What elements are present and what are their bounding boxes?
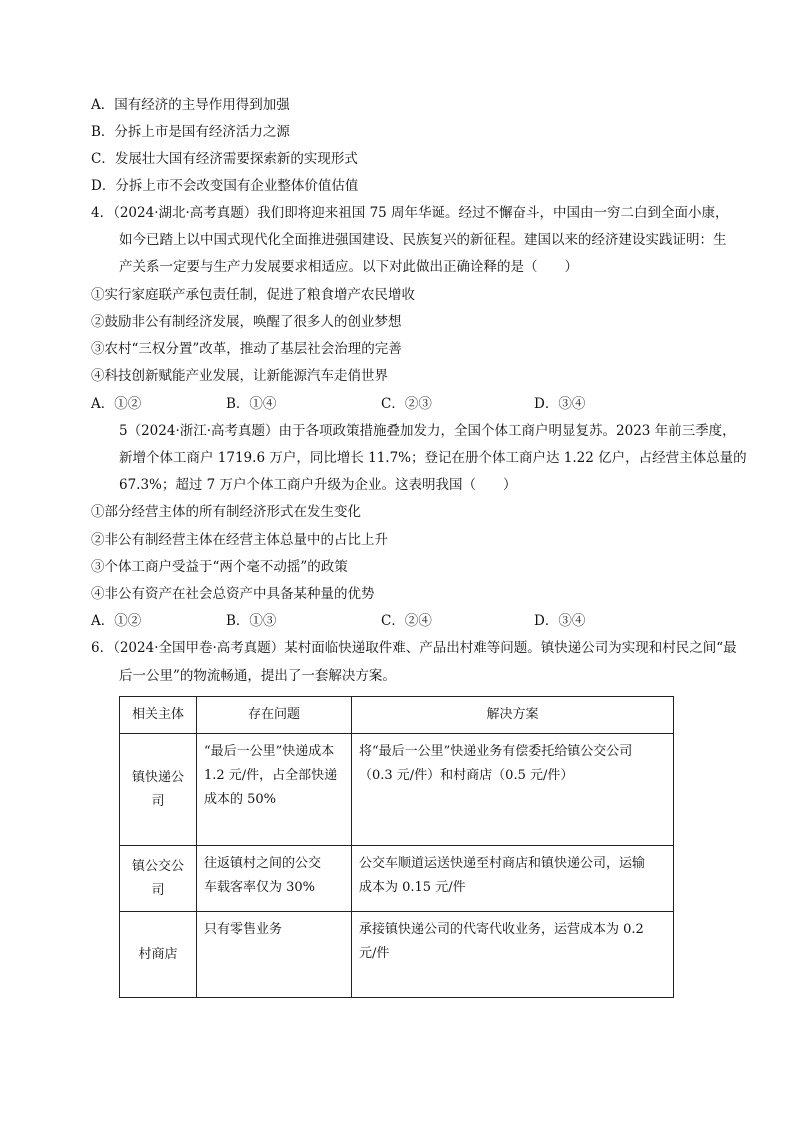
q5-statement-2: ②非公有制经营主体在经营主体总量中的占比上升: [91, 532, 388, 548]
q4-stem-line-2: 如今已踏上以中国式现代化全面推进强国建设、民族复兴的新征程。建国以来的经济建设实践证明：生: [119, 232, 727, 248]
table-cell-problem: [197, 846, 352, 912]
cell-line: 车载客率仅为 30%: [204, 880, 316, 895]
cell-line: 只有零售业务: [204, 922, 283, 937]
q5-stem-line-1: 5（2024·浙江·高考真题）由于各项政策措施叠加发力，全国个体工商户明显复苏。2023 年前三季度，: [119, 423, 736, 439]
q5-stem-line-3: 67.3%；超过 7 万户个体工商户升级为企业。这表明我国（ ）: [119, 477, 517, 493]
table-header-problem: 存在问题: [197, 697, 352, 734]
q4-stem-line-1: 4．（2024·湖北·高考真题）我们即将迎来祖国 75 周年华诞。经过不懈奋斗，中国由一穷二白到全面小康，: [91, 205, 729, 221]
q5-choice-c: C．②④: [381, 613, 432, 629]
q4-stem-line-3: 产关系一定要与生产力发展要求相适应。以下对此做出正确诠释的是（ ）: [119, 259, 578, 275]
table-cell-problem: [197, 912, 352, 998]
q4-statement-2: ②鼓励非公有制经济发展，唤醒了很多人的创业梦想: [91, 314, 402, 330]
q6-stem-line-1: 6．（2024·全国甲卷·高考真题）某村面临快递取件难、产品出村难等问题。镇快递公司为实现和村民之间“最: [91, 640, 737, 656]
table-row: [120, 912, 674, 998]
solution-table: [119, 696, 674, 998]
table-cell-subject: [120, 846, 197, 912]
table-row: [120, 734, 674, 846]
q5-choices: [91, 611, 731, 631]
cell-line: 承接镇快递公司的代寄代收业务，运营成本为 0.2: [359, 922, 644, 937]
q3-option-b: B．分拆上市是国有经济活力之源: [91, 124, 290, 140]
q4-choice-d: D．③④: [534, 396, 586, 412]
cell-line: 村商店: [138, 946, 178, 962]
cell-line: 司: [151, 793, 165, 809]
table-cell-problem: [197, 734, 352, 846]
q3-option-c: C．发展壮大国有经济需要探索新的实现形式: [91, 151, 358, 167]
q5-choice-b: B．①③: [226, 613, 277, 629]
table-header-solution: 解决方案: [352, 697, 674, 734]
q5-statement-4: ④非公有资产在社会总资产中具备某种量的优势: [91, 586, 375, 602]
table-cell-subject: [120, 912, 197, 998]
q3-option-a: A．国有经济的主导作用得到加强: [91, 97, 290, 113]
q3-option-d: D．分拆上市不会改变国有企业整体价值估值: [91, 178, 359, 194]
table-header-row: [120, 697, 674, 734]
q5-choice-a: A．①②: [91, 613, 142, 629]
cell-line: 1.2 元/件，占全部快递: [204, 768, 338, 783]
q5-choice-d: D．③④: [534, 613, 586, 629]
q4-statement-4: ④科技创新赋能产业发展，让新能源汽车走俏世界: [91, 368, 388, 384]
q4-statement-1: ①实行家庭联产承包责任制，促进了粮食增产农民增收: [91, 287, 415, 303]
cell-line: 公交车顺道运送快递至村商店和镇快递公司，运输: [359, 856, 646, 871]
q6-stem-line-2: 后一公里”的物流畅通，提出了一套解决方案。: [119, 668, 396, 684]
cell-line: 往返镇村之间的公交: [204, 856, 322, 871]
cell-line: 镇公交公: [131, 858, 184, 874]
q4-choice-b: B．①④: [226, 396, 277, 412]
cell-line: 将“最后一公里”快递业务有偿委托给镇公交公司: [359, 744, 633, 759]
table-cell-subject: [120, 734, 197, 846]
cell-line: （0.3 元/件）和村商店（0.5 元/件）: [359, 768, 574, 783]
q4-choices: [91, 394, 731, 414]
cell-line: 镇快递公: [131, 769, 184, 785]
q4-statement-3: ③农村“三权分置”改革，推动了基层社会治理的完善: [91, 341, 402, 357]
table-cell-solution: [352, 912, 674, 998]
cell-line: 元/件: [359, 946, 390, 961]
q5-statement-3: ③个体工商户受益于“两个毫不动摇”的政策: [91, 559, 348, 575]
q4-choice-c: C．②③: [381, 396, 432, 412]
cell-line: 司: [151, 882, 165, 898]
cell-line: 成本的 50%: [204, 792, 277, 807]
cell-line: “最后一公里”快递成本: [204, 744, 335, 759]
q4-choice-a: A．①②: [91, 396, 142, 412]
q5-statement-1: ①部分经营主体的所有制经济形式在发生变化: [91, 504, 361, 520]
table-row: [120, 846, 674, 912]
table-cell-solution: [352, 734, 674, 846]
q5-stem-line-2: 新增个体工商户 1719.6 万户，同比增长 11.7%；登记在册个体工商户达 1.22 亿户，占经营主体总量的: [119, 450, 747, 466]
table-cell-solution: [352, 846, 674, 912]
table-header-subject: 相关主体: [120, 697, 197, 734]
cell-line: 成本为 0.15 元/件: [359, 880, 466, 895]
